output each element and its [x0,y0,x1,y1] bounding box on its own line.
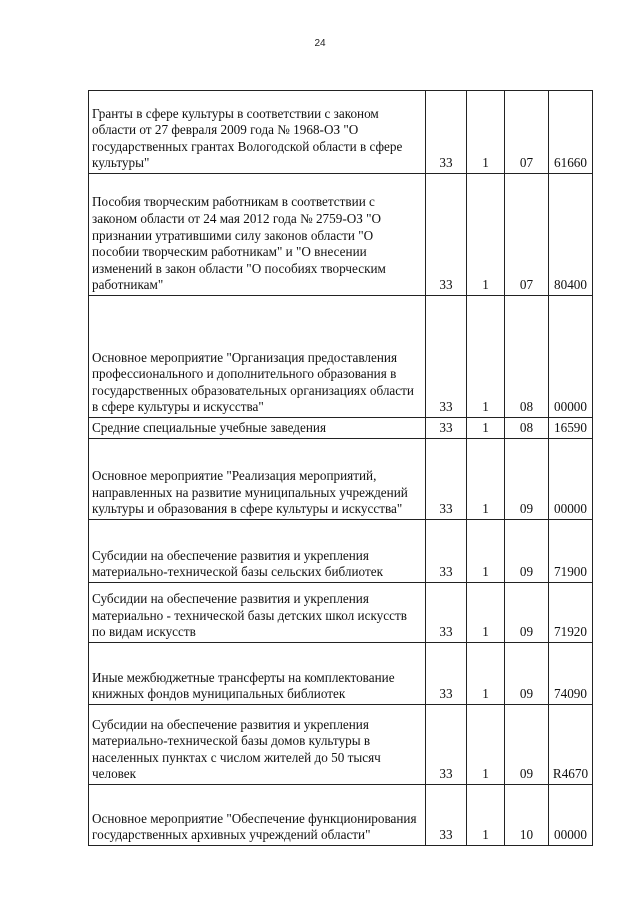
table-row [89,643,593,705]
row-name: Субсидии на обеспечение развития и укрепления материально-технической базы сельских библиотек [89,520,426,583]
code-col-3: 09 [505,583,549,643]
row-name: Гранты в сфере культуры в соответствии с законом области от 27 февраля 2009 года № 1968-ОЗ "О государственных грантах Вологодской области в сфере культуры" [89,91,426,174]
code-col-3: 09 [505,520,549,583]
code-col-3: 07 [505,174,549,296]
code-col-1: 33 [426,174,467,296]
code-col-2: 1 [467,296,505,418]
code-col-3: 08 [505,296,549,418]
code-col-1: 33 [426,705,467,785]
code-col-4: 00000 [549,296,593,418]
page-number: 24 [314,38,326,49]
code-col-1: 33 [426,583,467,643]
row-name: Пособия творческим работникам в соответствии с законом области от 24 мая 2012 года № 2759-ОЗ "О признании утратившими силу законов области "О пособии творческим работникам" и "О внесении изменений в закон области "О пособиях творческим работникам" [89,174,426,296]
table-row [89,296,593,418]
table-row [89,583,593,643]
table-row [89,174,593,296]
code-col-4: 71900 [549,520,593,583]
code-col-1: 33 [426,418,467,439]
code-col-3: 09 [505,643,549,705]
row-name: Основное мероприятие "Организация предоставления профессионального и дополнительного образования в государственных образовательных организациях области в сфере культуры и искусства" [89,296,426,418]
budget-table [88,90,593,846]
code-col-1: 33 [426,643,467,705]
code-col-1: 33 [426,296,467,418]
code-col-4: 71920 [549,583,593,643]
row-name: Субсидии на обеспечение развития и укрепления материально-технической базы домов культуры в населенных пунктах с числом жителей до 50 тысяч человек [89,705,426,785]
row-name: Субсидии на обеспечение развития и укрепления материально - технической базы детских школ искусств по видам искусств [89,583,426,643]
code-col-1: 33 [426,785,467,846]
code-col-2: 1 [467,418,505,439]
code-col-4: 61660 [549,91,593,174]
code-col-2: 1 [467,520,505,583]
code-col-3: 10 [505,785,549,846]
code-col-3: 08 [505,418,549,439]
table-row [89,520,593,583]
table-row [89,439,593,520]
code-col-4: 16590 [549,418,593,439]
code-col-2: 1 [467,439,505,520]
code-col-3: 09 [505,439,549,520]
code-col-2: 1 [467,583,505,643]
code-col-2: 1 [467,643,505,705]
code-col-2: 1 [467,785,505,846]
code-col-3: 07 [505,91,549,174]
code-col-2: 1 [467,91,505,174]
table-row [89,91,593,174]
code-col-2: 1 [467,174,505,296]
row-name: Основное мероприятие "Обеспечение функционирования государственных архивных учреждений области" [89,785,426,846]
code-col-1: 33 [426,520,467,583]
row-name: Иные межбюджетные трансферты на комплектование книжных фондов муниципальных библиотек [89,643,426,705]
code-col-4: 74090 [549,643,593,705]
code-col-4: 00000 [549,439,593,520]
table-row [89,705,593,785]
row-name: Средние специальные учебные заведения [89,418,426,439]
table-row [89,785,593,846]
table-row [89,418,593,439]
row-name: Основное мероприятие "Реализация мероприятий, направленных на развитие муниципальных учреждений культуры и образования в сфере культуры и искусства" [89,439,426,520]
code-col-4: R4670 [549,705,593,785]
code-col-1: 33 [426,91,467,174]
code-col-2: 1 [467,705,505,785]
code-col-4: 80400 [549,174,593,296]
code-col-4: 00000 [549,785,593,846]
code-col-3: 09 [505,705,549,785]
code-col-1: 33 [426,439,467,520]
